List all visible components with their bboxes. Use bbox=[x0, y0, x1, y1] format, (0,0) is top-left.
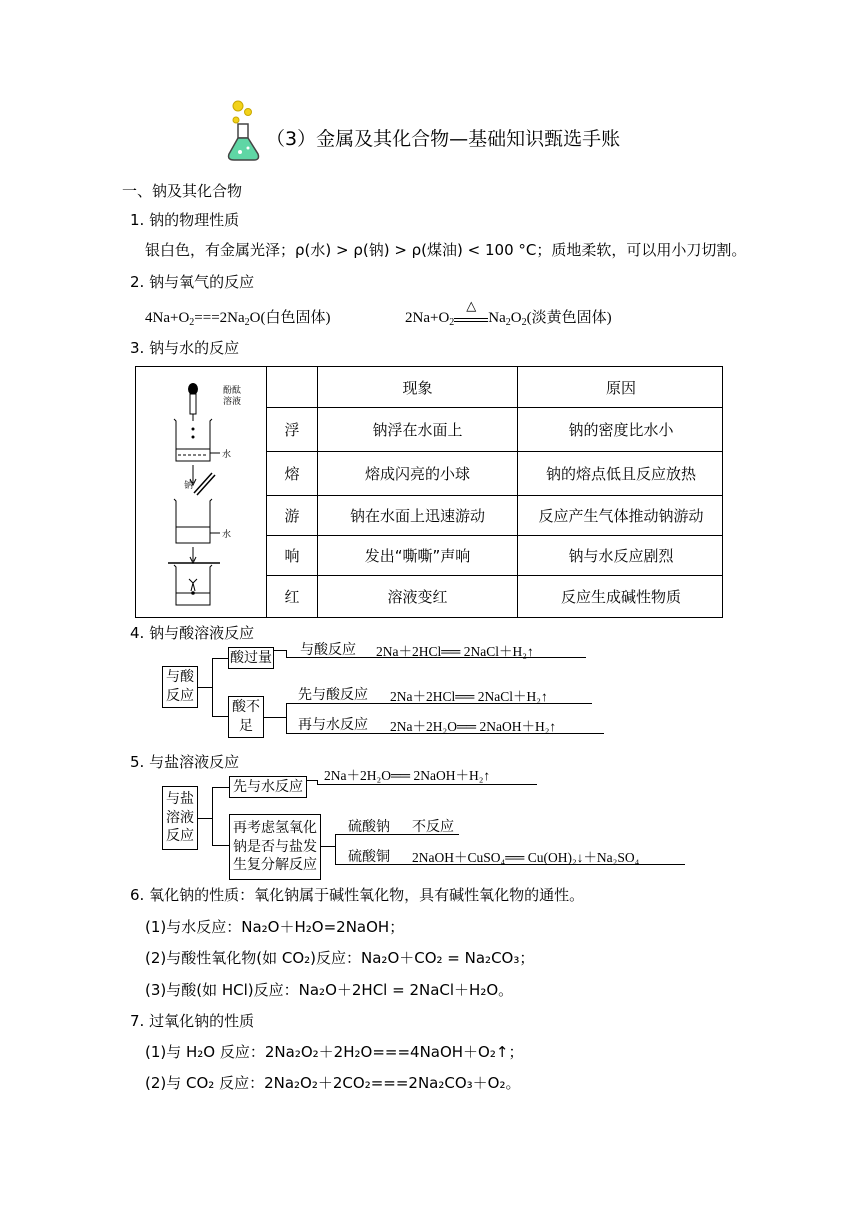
sodium-sulfate-result: 不反应 bbox=[412, 819, 454, 835]
copper-sulfate-label: 硫酸铜 bbox=[348, 849, 390, 865]
section-heading: 一、钠及其化合物 bbox=[122, 182, 243, 200]
header-reason: 原因 bbox=[605, 378, 636, 397]
heading-3: 3. 钠与水的反应 bbox=[130, 339, 240, 357]
row-key: 响 bbox=[284, 547, 300, 565]
acid-equation-first: 2Na＋2HCl══ 2NaCl＋H₂↑ bbox=[390, 689, 548, 704]
acid-step-second: 再与水反应 bbox=[298, 717, 368, 733]
sodium-sulfate-label: 硫酸钠 bbox=[348, 819, 390, 835]
row-reason: 钠与水反应剧烈 bbox=[568, 547, 674, 565]
acid-excess-box: 酸过量 bbox=[228, 647, 274, 669]
acid-step-first: 先与酸反应 bbox=[298, 687, 368, 703]
equation-sodium-oxide: $4Na+O_2===2Na_2O$(白色固体) bbox=[145, 310, 331, 328]
sodium-oxide-item-2: (2)与酸性氧化物(如 CO₂)反应：Na₂O＋CO₂ = Na₂CO₃； bbox=[145, 949, 535, 967]
heading-1: 1. 钠的物理性质 bbox=[130, 211, 240, 229]
sodium-water-table bbox=[135, 366, 723, 618]
row-reason: 钠的密度比水小 bbox=[568, 421, 674, 439]
copper-sulfate-equation: 2NaOH＋CuSO₄══ Cu(OH)₂↓＋Na₂SO₄ bbox=[412, 850, 640, 865]
row-key: 浮 bbox=[284, 421, 300, 439]
flask-icon bbox=[224, 98, 266, 164]
salt-double-decomposition-box: 再考虑氢氧化 钠是否与盐发 生复分解反应 bbox=[229, 814, 321, 880]
acid-excess-equation: 2Na＋2HCl══ 2NaCl＋H₂↑ bbox=[376, 644, 534, 659]
row-reason: 反应产生气体推动钠游动 bbox=[538, 507, 704, 525]
salt-root-box: 与盐 溶液 反应 bbox=[162, 786, 198, 850]
heading-7: 7. 过氧化钠的性质 bbox=[130, 1012, 255, 1030]
row-reason: 反应生成碱性物质 bbox=[560, 588, 681, 606]
heading-4: 4. 钠与酸溶液反应 bbox=[130, 624, 255, 642]
salt-water-equation: 2Na＋2H₂O══ 2NaOH＋H₂↑ bbox=[324, 768, 491, 783]
row-key: 游 bbox=[284, 507, 300, 525]
row-phenomenon: 钠在水面上迅速游动 bbox=[349, 507, 485, 525]
heading-6: 6. 氧化钠的性质：氧化钠属于碱性氧化物，具有碱性氧化物的通性。 bbox=[130, 886, 585, 904]
experiment-illustration bbox=[136, 367, 267, 617]
row-key: 熔 bbox=[284, 465, 300, 483]
heading-5: 5. 与盐溶液反应 bbox=[130, 753, 240, 771]
header-phenomenon: 现象 bbox=[402, 378, 433, 397]
acid-excess-step: 与酸反应 bbox=[300, 642, 356, 658]
sodium-peroxide-item-2: (2)与 CO₂ 反应：2Na₂O₂＋2CO₂===2Na₂CO₃＋O₂。 bbox=[145, 1074, 521, 1092]
water-label-1: 水 bbox=[222, 450, 232, 460]
paragraph-1: 银白色，有金属光泽；ρ(水) > ρ(钠) > ρ(煤油) < 100 °C；质地柔软，可以用小刀切割。 bbox=[145, 241, 747, 259]
row-phenomenon: 熔成闪亮的小球 bbox=[364, 465, 470, 483]
sodium-oxide-item-1: (1)与水反应：Na₂O＋H₂O=2NaOH； bbox=[145, 918, 405, 936]
reagent-label: 酚酞 溶液 bbox=[223, 386, 242, 407]
sodium-label: 钠 bbox=[184, 481, 194, 491]
row-phenomenon: 溶液变红 bbox=[387, 588, 448, 606]
row-phenomenon: 钠浮在水面上 bbox=[372, 421, 463, 439]
water-label-2: 水 bbox=[222, 530, 232, 540]
acid-insufficient-box: 酸不 足 bbox=[228, 696, 264, 738]
row-phenomenon: 发出“嘶嘶”声响 bbox=[364, 547, 471, 565]
row-reason: 钠的熔点低且反应放热 bbox=[545, 465, 696, 483]
page-title: （3）金属及其化合物—基础知识甄选手账 bbox=[266, 128, 621, 150]
salt-water-first-box: 先与水反应 bbox=[229, 776, 307, 798]
heat-condition: △ bbox=[466, 298, 477, 313]
equation-sodium-peroxide: $2Na+O_2$ △ $Na_2O_2$(淡黄色固体) bbox=[405, 298, 612, 328]
row-key: 红 bbox=[284, 588, 300, 606]
sodium-oxide-item-3: (3)与酸(如 HCl)反应：Na₂O＋2HCl = 2NaCl＋H₂O。 bbox=[145, 981, 514, 999]
sodium-peroxide-item-1: (1)与 H₂O 反应：2Na₂O₂＋2H₂O===4NaOH＋O₂↑； bbox=[145, 1043, 524, 1061]
heading-2: 2. 钠与氧气的反应 bbox=[130, 273, 255, 291]
acid-equation-second: 2Na＋2H₂O══ 2NaOH＋H₂↑ bbox=[390, 719, 557, 734]
acid-root-box: 与酸 反应 bbox=[162, 666, 198, 708]
